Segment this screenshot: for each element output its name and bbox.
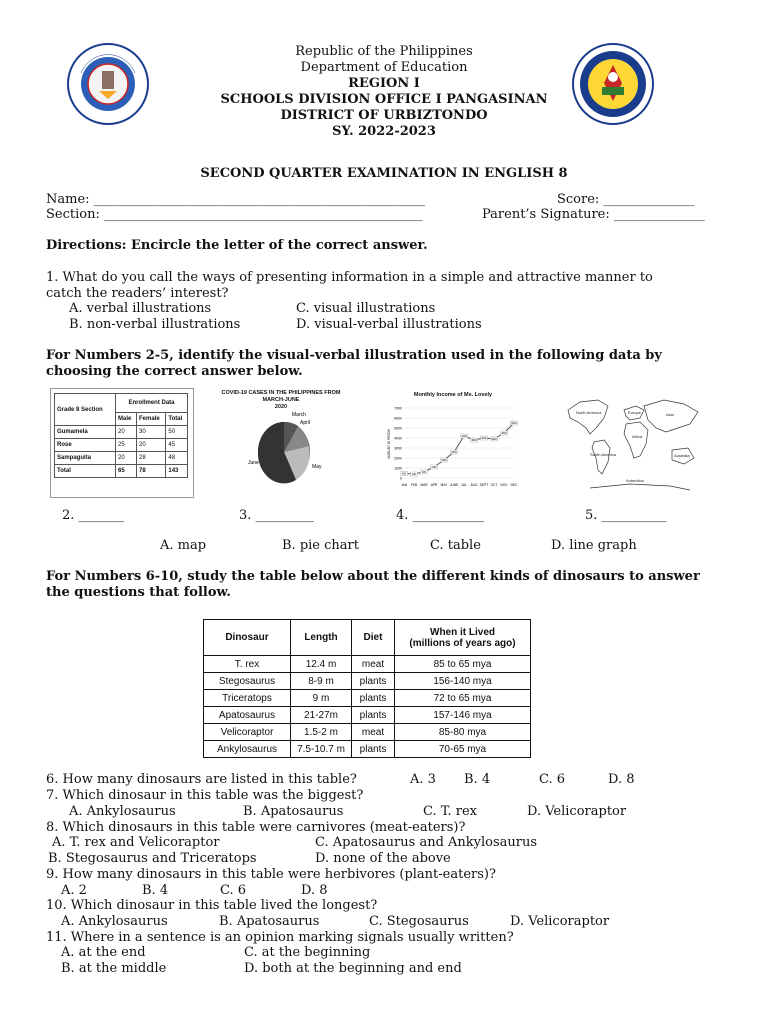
- x-tick-label: NOV: [500, 483, 508, 487]
- table-row: Gumamela 20 30 50: [55, 426, 188, 439]
- q1-choice-a[interactable]: A. verbal illustrations: [69, 301, 212, 316]
- data-label: 5500: [511, 422, 517, 425]
- x-tick-label: AUG: [470, 483, 478, 487]
- pie-label-april: April: [300, 420, 311, 426]
- x-tick-label: OCT: [490, 483, 498, 487]
- blank-2[interactable]: 2. _______: [62, 508, 125, 523]
- q11-choice-a[interactable]: A. at the end: [61, 945, 146, 960]
- blank-3[interactable]: 3. _________: [239, 508, 315, 523]
- directions: Directions: Encircle the letter of the correct answer.: [46, 238, 428, 253]
- table-row: Sampaguita 20 28 48: [55, 452, 188, 465]
- q7-choice-d[interactable]: D. Velicoraptor: [527, 804, 627, 819]
- enrollment-table: [54, 393, 188, 478]
- q8-choice-d[interactable]: D. none of the above: [315, 851, 451, 866]
- q11-stem: 11. Where in a sentence is an opinion marking signals usually written?: [46, 930, 514, 945]
- q6-choice-a[interactable]: A. 3: [410, 772, 436, 787]
- q1-choice-d[interactable]: D. visual-verbal illustrations: [296, 317, 482, 332]
- y-tick-label: 6000: [394, 416, 402, 421]
- x-tick-label: MAR: [420, 483, 428, 487]
- q8-stem: 8. Which dinosaurs in this table were carnivores (meat-eaters)?: [46, 820, 466, 835]
- data-label: 4000: [481, 437, 487, 440]
- x-tick-label: APR: [430, 483, 438, 487]
- map-label-africa: Africa: [632, 434, 643, 439]
- data-label: 3800: [471, 439, 477, 442]
- q11-choice-b[interactable]: B. at the middle: [61, 961, 167, 976]
- instr-2-5-line1: For Numbers 2-5, identify the visual-verbal illustration used in the following data by: [46, 348, 662, 363]
- header-school-year: SY. 2022-2023: [332, 124, 436, 139]
- table-row: T. rex 12.4 m meat 85 to 65 mya: [204, 656, 531, 673]
- data-label: 4500: [501, 432, 507, 435]
- x-tick-label: DEC: [510, 483, 518, 487]
- q11-choice-d[interactable]: D. both at the beginning and end: [244, 961, 462, 976]
- y-tick-label: 0: [400, 476, 402, 481]
- q6-choice-b[interactable]: B. 4: [464, 772, 491, 787]
- map-label-europe: Europe: [628, 410, 641, 415]
- data-label: 4200: [461, 435, 467, 438]
- y-tick-label: 3000: [394, 446, 402, 451]
- y-axis-label: AMOUNT IN PESOS: [387, 429, 391, 459]
- data-label: 1800: [441, 459, 447, 462]
- dinosaur-table: [203, 619, 531, 758]
- x-tick-label: JUNE: [449, 483, 459, 487]
- data-label: 1100: [431, 466, 437, 469]
- enrollment-table-figure: [50, 388, 194, 498]
- blank-4[interactable]: 4. ___________: [396, 508, 485, 523]
- instr-6-10-line1: For Numbers 6-10, study the table below about the different kinds of dinosaurs to answer: [46, 569, 700, 584]
- header-division: SCHOOLS DIVISION OFFICE I PANGASINAN: [220, 92, 548, 107]
- q1-stem-line1: 1. What do you call the ways of presenting information in a simple and attractive manner to: [46, 270, 653, 285]
- q1-choice-b[interactable]: B. non-verbal illustrations: [69, 317, 241, 332]
- dino-header-when: When it Lived (millions of years ago): [395, 620, 531, 656]
- header-district: DISTRICT OF URBIZTONDO: [280, 108, 488, 123]
- africa-shape: [624, 422, 648, 458]
- q7-stem: 7. Which dinosaur in this table was the biggest?: [46, 788, 364, 803]
- x-tick-label: JAN: [400, 483, 408, 487]
- exam-title: SECOND QUARTER EXAMINATION IN ENGLISH 8: [200, 166, 568, 181]
- y-tick-label: 2000: [394, 456, 402, 461]
- choice-pie-chart[interactable]: B. pie chart: [282, 538, 359, 553]
- q9-choice-b[interactable]: B. 4: [142, 883, 169, 898]
- x-tick-label: MAY: [440, 483, 448, 487]
- pie-label-june: June: [248, 460, 259, 466]
- south-america-shape: [592, 440, 610, 474]
- parent-signature-field[interactable]: Parent’s Signature: ______________: [482, 207, 705, 222]
- line-graph-figure: [384, 388, 522, 496]
- map-label-antarctica: Antarctica: [626, 478, 644, 483]
- y-tick-label: 4000: [394, 436, 402, 441]
- data-label: 2600: [451, 451, 457, 454]
- q9-choice-d[interactable]: D. 8: [301, 883, 328, 898]
- table-row: Velicoraptor 1.5-2 m meat 85-80 mya: [204, 724, 531, 741]
- q10-stem: 10. Which dinosaur in this table lived the longest?: [46, 898, 378, 913]
- choice-table[interactable]: C. table: [430, 538, 481, 553]
- pie-label-may: May: [312, 464, 322, 470]
- enrollment-col-female: Female: [136, 413, 165, 426]
- y-tick-label: 7000: [394, 406, 402, 411]
- header-republic: Republic of the Philippines: [295, 44, 473, 59]
- q9-stem: 9. How many dinosaurs in this table were herbivores (plant-eaters)?: [46, 867, 496, 882]
- series-line: [404, 423, 514, 474]
- q6-choice-d[interactable]: D. 8: [608, 772, 635, 787]
- x-tick-label: SEPT: [479, 483, 489, 487]
- map-label-south-america: South America: [590, 452, 617, 457]
- line-graph-plot: [384, 400, 522, 496]
- table-row: Stegosaurus 8-9 m plants 156-140 mya: [204, 673, 531, 690]
- pie-title-line1: COVID-19 CASES IN THE PHILIPPINES FROM MARCH-JUNE: [221, 390, 341, 403]
- enrollment-col-total: Total: [166, 413, 188, 426]
- map-label-north-america: North America: [576, 410, 602, 415]
- x-tick-label: FEB: [410, 483, 418, 487]
- pie-label-march: March: [292, 412, 306, 418]
- data-label: 450: [402, 472, 406, 476]
- q8-choice-c[interactable]: C. Apatosaurus and Ankylosaurus: [315, 835, 538, 850]
- q10-choice-b[interactable]: B. Apatosaurus: [219, 914, 320, 929]
- enrollment-col-male: Male: [116, 413, 137, 426]
- q7-choice-c[interactable]: C. T. rex: [423, 804, 478, 819]
- pie-chart-figure: [214, 388, 348, 496]
- line-graph-title: Monthly Income of Ms. Lovely: [413, 392, 493, 398]
- blank-5[interactable]: 5. __________: [585, 508, 667, 523]
- instr-6-10-line2: the questions that follow.: [46, 585, 231, 600]
- map-label-asia: Asia: [666, 412, 674, 417]
- data-label: 400: [412, 473, 416, 476]
- enrollment-section-header: Grade 8 Section: [55, 394, 116, 426]
- q9-choice-c[interactable]: C. 6: [220, 883, 247, 898]
- q10-choice-c[interactable]: C. Stegosaurus: [369, 914, 469, 929]
- choice-line-graph[interactable]: D. line graph: [551, 538, 637, 553]
- table-row: Triceratops 9 m plants 72 to 65 mya: [204, 690, 531, 707]
- score-field[interactable]: Score: ______________: [557, 192, 695, 207]
- q11-choice-c[interactable]: C. at the beginning: [244, 945, 371, 960]
- y-tick-label: 1000: [394, 466, 402, 471]
- dino-header-dinosaur: Dinosaur: [204, 620, 291, 656]
- q8-choice-a[interactable]: A. T. rex and Velicoraptor: [52, 835, 220, 850]
- table-row: Total 65 78 143: [55, 465, 188, 478]
- q1-stem-line2: catch the readers’ interest?: [46, 286, 229, 301]
- q8-choice-b[interactable]: B. Stegosaurus and Triceratops: [48, 851, 257, 866]
- dino-header-diet: Diet: [352, 620, 395, 656]
- choice-map[interactable]: A. map: [160, 538, 207, 553]
- table-row: Rose 25 20 45: [55, 439, 188, 452]
- x-tick-label: JUL: [461, 483, 467, 487]
- q7-choice-a[interactable]: A. Ankylosaurus: [69, 804, 176, 819]
- north-america-shape: [568, 400, 608, 434]
- y-tick-label: 5000: [394, 426, 402, 431]
- table-row: Apatosaurus 21-27m plants 157-146 mya: [204, 707, 531, 724]
- antarctica-shape: [590, 484, 690, 490]
- world-map-figure: [560, 388, 708, 496]
- pie-title-line2: 2020: [274, 404, 288, 410]
- instr-2-5-line2: choosing the correct answer below.: [46, 364, 303, 379]
- enrollment-title: Enrollment Data: [116, 394, 188, 413]
- dino-header-length: Length: [291, 620, 352, 656]
- name-field[interactable]: Name: ___________________________________________________: [46, 192, 426, 207]
- header-region: REGION I: [348, 76, 420, 91]
- q7-choice-b[interactable]: B. Apatosaurus: [243, 804, 344, 819]
- data-label: 3900: [491, 438, 497, 441]
- data-label: 600: [422, 471, 426, 474]
- section-field[interactable]: Section: _________________________________________________: [46, 207, 423, 222]
- q10-choice-a[interactable]: A. Ankylosaurus: [61, 914, 168, 929]
- q1-choice-c[interactable]: C. visual illustrations: [296, 301, 436, 316]
- map-label-australia: Australia: [674, 453, 690, 458]
- q6-choice-c[interactable]: C. 6: [539, 772, 566, 787]
- table-row: Ankylosaurus 7.5-10.7 m plants 70-65 mya: [204, 741, 531, 758]
- header-department: Department of Education: [300, 60, 468, 75]
- q10-choice-d[interactable]: D. Velicoraptor: [510, 914, 610, 929]
- q6-stem: 6. How many dinosaurs are listed in this table?: [46, 772, 357, 787]
- q9-choice-a[interactable]: A. 2: [61, 883, 87, 898]
